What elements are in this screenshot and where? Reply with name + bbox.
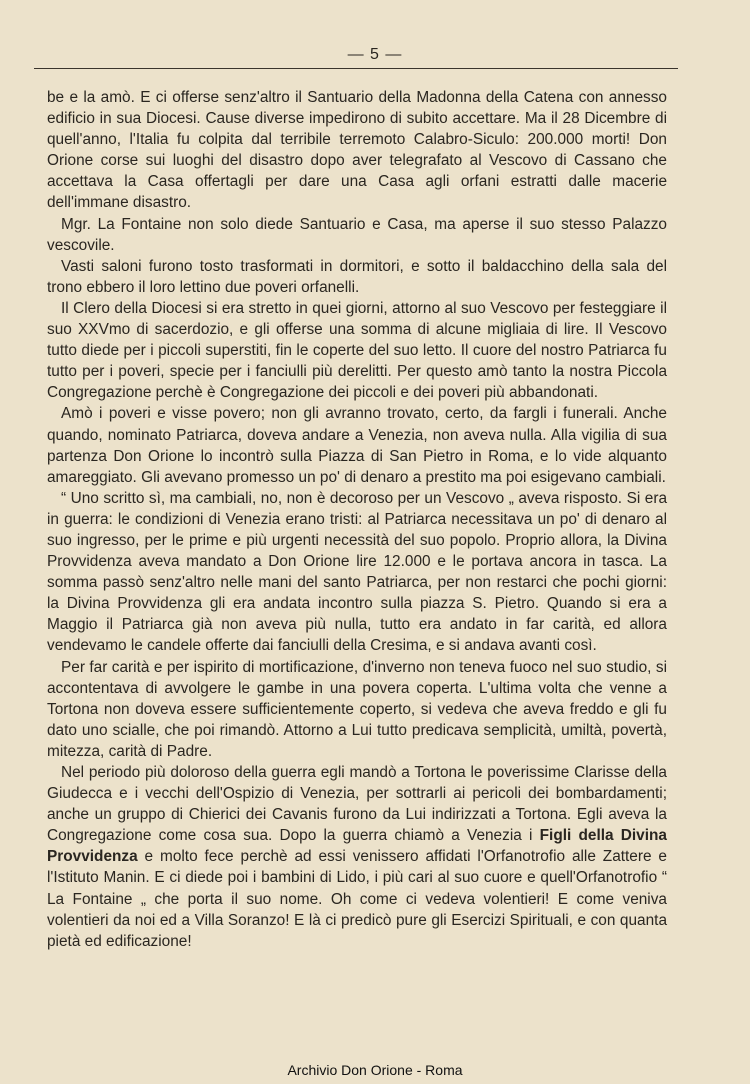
article-body bbox=[47, 87, 667, 952]
paragraph-1: be e la amò. E ci offerse senz'altro il Santuario della Madonna della Catena con annesso edificio in sua Diocesi. Cause diverse impedirono di subito accettare. Ma il 28 Dicembre di quell'anno, l'Italia fu colpita dal terribile terremoto Calabro-Siculo: 200.000 morti! Don Orione corse sui luoghi del disastro dopo aver telegrafato al Vescovo di Cassano che accettava la Casa offertagli per dare una Casa agli orfani estratti dalle macerie dell'immane disastro. bbox=[47, 89, 667, 212]
congregation-name: Figli della Divina Provvidenza bbox=[47, 827, 667, 866]
paragraph-4: Il Clero della Diocesi si era stretto in quei giorni, attorno al suo Vescovo per festeggiare il suo XXVmo di sacerdozio, e gli offerse una somma di alcune migliaia di lire. Il Vescovo tutto diede per i piccoli superstiti, fin le coperte del suo letto. Il cuore del nostro Patriarca fu tutto per i poveri, specie per i fanciulli più derelitti. Per questo amò tanto la nostra Piccola Congregazione perchè è Congregazione dei piccoli e dei poveri più abbandonati. bbox=[47, 299, 667, 402]
paragraph-7: Per far carità e per ispirito di mortificazione, d'inverno non teneva fuoco nel suo studio, si accontentava di avvolgere le gambe in una povera coperta. L'ultima volta che venne a Tortona non doveva essere sufficientemente coperto, si vedeva che aveva freddo e gli fu dato uno scialle, che poi rimandò. Attorno a Lui tutto predicava semplicità, umiltà, povertà, mitezza, carità di Padre. bbox=[47, 658, 667, 760]
paragraph-6: “ Uno scritto sì, ma cambiali, no, non è decoroso per un Vescovo „ aveva risposto. Si era in guerra: le condizioni di Venezia erano tristi: al Patriarca necessitava un po' di denaro al suo ingresso, per le prime e più urgenti necessità del suo popolo. Proprio allora, la Divina Provvidenza aveva mandato a Don Orione lire 12.000 e le portava ancora in tasca. La somma passò senz'altro nelle mani del santo Patriarca, per non restarci che pochi giorni: la Divina Provvidenza gli era andata incontro sulla piazza S. Pietro. Quando si era a Maggio il Patriarca già non aveva più nulla, tutto era andato in far carità, ed allora vendevamo le candele offerte dai fanciulli della Cresima, e si andava avanti così. bbox=[47, 489, 667, 655]
paragraph-5: Amò i poveri e visse povero; non gli avranno trovato, certo, da fargli i funerali. Anche quando, nominato Patriarca, doveva andare a Venezia, non aveva nulla. Alla vigilia di sua partenza Don Orione lo incontrò sulla Piazza di San Pietro in Roma, e lo vide alquanto amareggiato. Gli avevano promesso un po' di denaro a prestito ma poi esigevano cambiali. bbox=[47, 405, 667, 486]
page-number: — 5 — bbox=[347, 46, 403, 63]
header-rule bbox=[34, 68, 678, 69]
paragraph-8-text-end: e molto fece perchè ad essi venissero affidati l'Orfanotrofio alle Zattere e l'Istituto Manin. E ci diede poi i bambini di Lido, i più cari al suo cuore e quell'Orfanotrofio “ La Fontaine „ che porta il suo nome. Oh come ci vedeva volentieri! E come veniva volentieri da noi ed a Villa Soranzo! E là ci predicò pure gli Esercizi Spirituali, e con quanta pietà ed edificazione! bbox=[47, 848, 667, 950]
archive-footer: Archivio Don Orione - Roma bbox=[287, 1062, 463, 1078]
paragraph-3: Vasti saloni furono tosto trasformati in dormitori, e sotto il baldacchino della sala del trono ebbero il loro lettino due poveri orfanelli. bbox=[47, 257, 667, 296]
paragraph-8-text-start: Nel periodo più doloroso della guerra egli mandò a Tortona le poverissime Clarisse della Giudecca e i vecchi dell'Ospizio di Venezia, per sottrarli ai pericoli dei bombardamenti; anche un gruppo di Chierici dei Cavanis furono da Lui indirizzati a Tortona. Egli aveva la Congregazione come cosa sua. Dopo la guerra chiamò a Venezia i bbox=[47, 764, 667, 845]
paragraph-2: Mgr. La Fontaine non solo diede Santuario e Casa, ma aperse il suo stesso Palazzo vescovile. bbox=[47, 215, 667, 254]
paragraph-8 bbox=[47, 762, 667, 952]
